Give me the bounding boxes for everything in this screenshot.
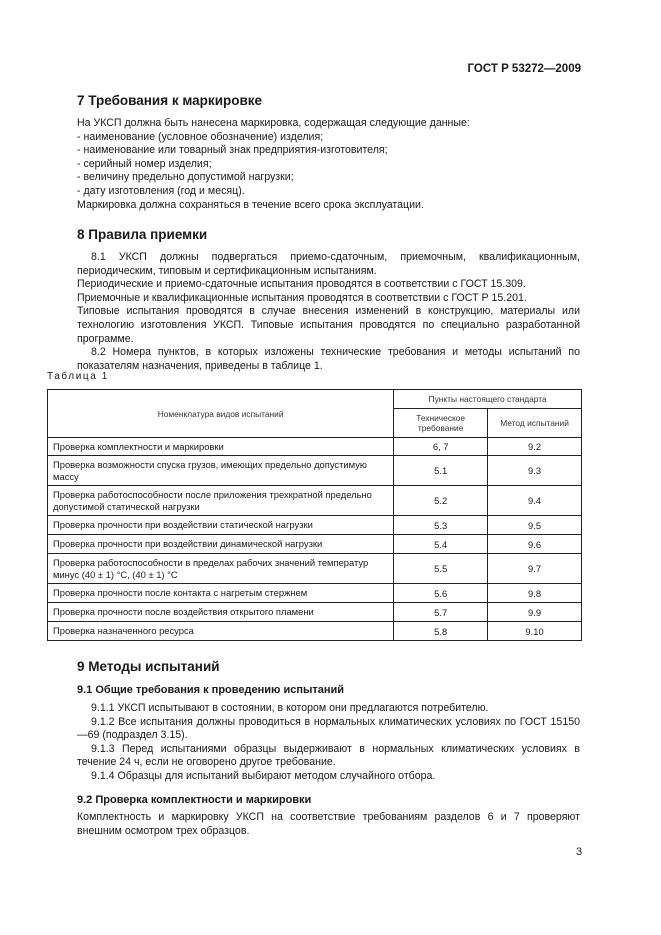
subsection-9-1-body	[77, 702, 580, 784]
table-row	[48, 486, 582, 516]
table-row	[48, 584, 582, 603]
paragraph: Комплектность и маркировку УКСП на соответствие требованиям разделов 6 и 7 проверяют внешним осмотром трех образцов.	[77, 811, 580, 837]
list-item: - величину предельно допустимой нагрузки;	[77, 171, 294, 184]
paragraph: 8.2 Номера пунктов, в которых изложены технические требования и методы испытаний по показателям назначения, приведены в таблице 1.	[77, 346, 580, 372]
method-clause: 9.2	[488, 438, 582, 456]
method-clause: 9.9	[488, 603, 582, 622]
table-row	[48, 554, 582, 584]
requirement-clause: 5.8	[394, 622, 488, 641]
method-clause: 9.3	[488, 456, 582, 486]
method-clause: 9.7	[488, 554, 582, 584]
standard-designation: ГОСТ Р 53272—2009	[467, 63, 581, 75]
test-name: Проверка назначенного ресурса	[48, 622, 394, 641]
requirement-clause: 5.4	[394, 535, 488, 554]
method-clause: 9.10	[488, 622, 582, 641]
section-7-intro: На УКСП должна быть нанесена маркировка, содержащая следующие данные:	[77, 117, 470, 129]
list-item: - наименование или товарный знак предприятия-изготовителя;	[77, 144, 388, 157]
table-row	[48, 456, 582, 486]
table-row	[48, 622, 582, 641]
section-7-title: 7 Требования к маркировке	[77, 93, 263, 108]
method-clause: 9.5	[488, 516, 582, 535]
paragraph: 9.1.1 УКСП испытывают в состоянии, в котором они предлагаются потребителю.	[91, 702, 489, 714]
subsection-9-1-title: 9.1 Общие требования к проведению испытаний	[77, 684, 345, 696]
header-method: Метод испытаний	[488, 409, 582, 438]
paragraph: Приемочные и квалификационные испытания проводятся в соответствии с ГОСТ Р 15.201.	[77, 291, 527, 304]
requirement-clause: 5.3	[394, 516, 488, 535]
section-9-title: 9 Методы испытаний	[77, 659, 220, 674]
table-row	[48, 516, 582, 535]
subsection-9-2-body	[77, 811, 580, 838]
test-name: Проверка прочности после контакта с нагретым стержнем	[48, 584, 394, 603]
paragraph: Типовые испытания проводятся в случае внесения изменений в конструкцию, материалы или технологию изготовления УКСП. Типовые испытания проводятся по специально разработанной программе.	[77, 305, 580, 345]
test-name: Проверка работоспособности после приложения трехкратной предельно допустимой статической нагрузки	[48, 486, 394, 516]
paragraph: 8.1 УКСП должны подвергаться приемо-сдаточным, приемочным, квалификационным, периодическим, типовым и сертификационным испытаниям.	[77, 251, 580, 277]
paragraph: Периодические и приемо-сдаточные испытания проводятся в соответствии с ГОСТ 15.309.	[77, 278, 526, 291]
header-requirement: Техническое требование	[394, 409, 488, 438]
test-name: Проверка возможности спуска грузов, имеющих предельно допустимую массу	[48, 456, 394, 486]
method-clause: 9.8	[488, 584, 582, 603]
table-1	[47, 389, 582, 641]
section-8-body	[77, 251, 580, 373]
list-item: - наименование (условное обозначение) изделия;	[77, 130, 324, 143]
section-7-body	[77, 117, 580, 212]
test-name: Проверка комплектности и маркировки	[48, 438, 394, 456]
table-row	[48, 438, 582, 456]
test-name: Проверка прочности после воздействия открытого пламени	[48, 603, 394, 622]
section-7-outro: Маркировка должна сохраняться в течение всего срока эксплуатации.	[77, 198, 424, 211]
table-caption: Таблица 1	[47, 371, 109, 382]
requirement-clause: 5.1	[394, 456, 488, 486]
test-name: Проверка работоспособности в пределах рабочих значений температур минус (40 ± 1) °С, (40 ± 1) °С	[48, 554, 394, 584]
paragraph: 9.1.4 Образцы для испытаний выбирают методом случайного отбора.	[91, 769, 436, 782]
paragraph: 9.1.3 Перед испытаниями образцы выдерживают в нормальных климатических условиях в течение 24 ч, если не оговорено другое требование.	[77, 742, 580, 769]
test-name: Проверка прочности при воздействии статической нагрузки	[48, 516, 394, 535]
page-number: 3	[576, 846, 583, 858]
header-standard-clauses: Пункты настоящего стандарта	[394, 390, 582, 409]
list-item: - дату изготовления (год и месяц).	[77, 184, 245, 197]
requirement-clause: 5.5	[394, 554, 488, 584]
subsection-9-2-title: 9.2 Проверка комплектности и маркировки	[77, 794, 312, 806]
marking-list	[77, 131, 580, 199]
list-item: - серийный номер изделия;	[77, 157, 212, 170]
header-test-name: Номенклатура видов испытаний	[48, 390, 394, 438]
method-clause: 9.4	[488, 486, 582, 516]
table-row	[48, 603, 582, 622]
paragraph: 9.1.2 Все испытания должны проводиться в нормальных климатических условиях по ГОСТ 15150—69 (подраздел 3.15).	[77, 715, 580, 742]
section-8-title: 8 Правила приемки	[77, 227, 208, 242]
requirement-clause: 5.2	[394, 486, 488, 516]
method-clause: 9.6	[488, 535, 582, 554]
test-name: Проверка прочности при воздействии динамической нагрузки	[48, 535, 394, 554]
table-row	[48, 535, 582, 554]
requirement-clause: 5.7	[394, 603, 488, 622]
requirement-clause: 5.6	[394, 584, 488, 603]
requirement-clause: 6, 7	[394, 438, 488, 456]
